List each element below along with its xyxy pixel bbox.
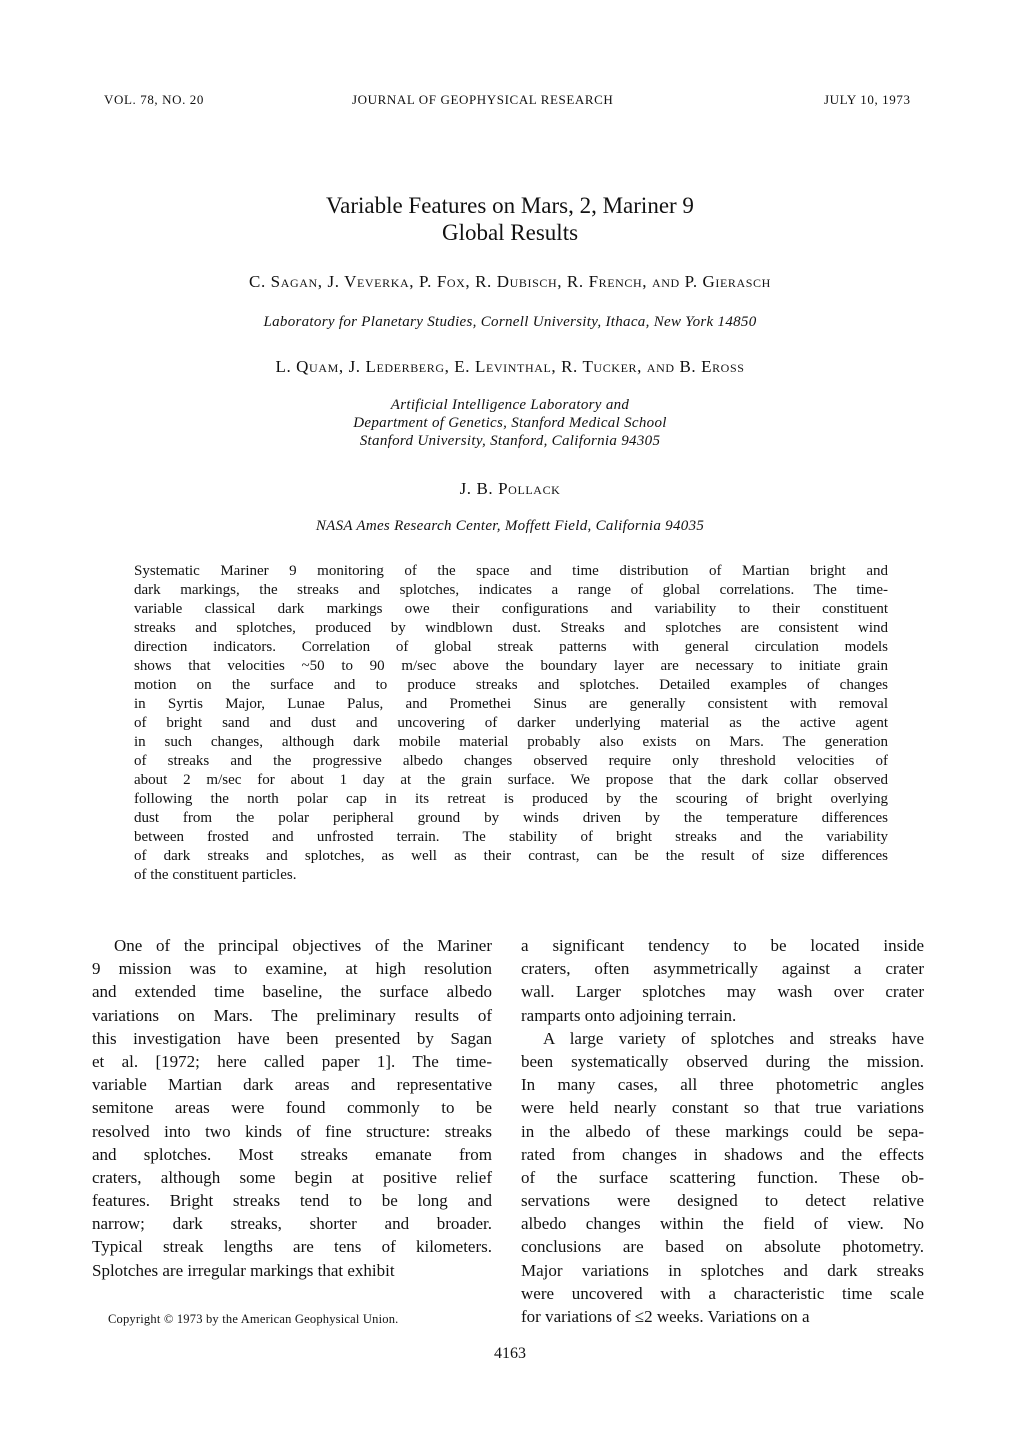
abstract-line: about 2 m/sec for about 1 day at the grain surface. We propose that the dark collar observed [134,772,888,788]
abstract-line: of streaks and the progressive albedo changes observed require only threshold velocities of [134,753,888,769]
body-line: craters, often asymmetrically against a crater [521,959,924,979]
body-line: One of the principal objectives of the Mariner [114,936,492,955]
body-line: Splotches are irregular markings that exhibit [92,1260,395,1280]
body-column-left [92,934,492,1282]
abstract-line: variable classical dark markings owe their configurations and variability to their constituent [134,601,888,617]
body-line: were held nearly constant so that true variations [521,1098,924,1118]
abstract-line: between frosted and unfrosted terrain. The stability of bright streaks and the variability [134,829,888,845]
body-line: resolved into two kinds of fine structure: streaks [92,1121,492,1141]
body-line: Typical streak lengths are tens of kilometers. [92,1237,492,1257]
body-line: features. Bright streaks tend to be long and [92,1191,492,1211]
body-line: and splotches. Most streaks emanate from [92,1144,492,1164]
affiliation-2-line-3: Stanford University, Stanford, California 94305 [359,433,661,449]
running-header [0,92,1020,112]
journal-name: JOURNAL OF GEOPHYSICAL RESEARCH [352,92,614,107]
body-line: semitone areas were found commonly to be [92,1098,492,1118]
abstract-line: streaks and splotches, produced by windblown dust. Streaks and splotches are consistent wind [134,620,888,636]
abstract-line: of dark streaks and splotches, as well as their contrast, can be the result of size differences [134,848,888,864]
affiliation-2-line-2: Department of Genetics, Stanford Medical School [353,415,667,431]
body-line: et al. [1972; here called paper 1]. The time- [92,1051,492,1071]
copyright-notice: Copyright © 1973 by the American Geophysical Union. [108,1312,399,1326]
author-list-1: C. Sagan, J. Veverka, P. Fox, R. Dubisch, R. French, and P. Gierasch [249,272,771,291]
abstract-line: in such changes, although dark mobile material probably also exists on Mars. The generation [134,734,888,750]
abstract [134,562,888,885]
body-line: variations on Mars. The preliminary results of [92,1005,492,1025]
abstract-line: dust from the polar peripheral ground by winds driven by the temperature differences [134,810,888,826]
title-line-1: Variable Features on Mars, 2, Mariner 9 [326,193,694,218]
body-line: conclusions are based on absolute photometry. [521,1237,924,1257]
body-line: narrow; dark streaks, shorter and broader. [92,1214,492,1234]
body-line: 9 mission was to examine, at high resolution [92,959,492,979]
abstract-line: in Syrtis Major, Lunae Palus, and Promethei Sinus are generally consistent with removal [134,696,888,712]
body-line: for variations of ≤2 weeks. Variations on a [521,1307,810,1326]
body-line: craters, although some begin at positive relief [92,1167,492,1187]
body-line: servations were designed to detect relative [521,1191,924,1211]
abstract-line: following the north polar cap in its retreat is produced by the scouring of bright overlying [134,791,888,807]
abstract-line: of bright sand and dust and uncovering of darker underlying material as the active agent [134,715,888,731]
abstract-line: shows that velocities ~50 to 90 m/sec above the boundary layer are necessary to initiate grain [134,658,888,674]
body-line: albedo changes within the field of view. No [521,1214,924,1234]
title-line-2: Global Results [441,220,579,245]
body-line: this investigation have been presented by Sagan [92,1028,492,1048]
affiliation-3-line-1: NASA Ames Research Center, Moffett Field, California 94035 [315,518,705,534]
abstract-line: direction indicators. Correlation of global streak patterns with general circulation models [134,639,888,655]
body-line: and extended time baseline, the surface albedo [92,982,492,1002]
body-line: rated from changes in shadows and the effects [521,1144,924,1164]
body-column-right [521,934,924,1328]
body-line: ramparts onto adjoining terrain. [521,1005,737,1025]
abstract-line: Systematic Mariner 9 monitoring of the space and time distribution of Martian bright and [134,563,888,579]
body-line: in the albedo of these markings could be sepa- [521,1121,924,1141]
body-line: A large variety of splotches and streaks have [543,1028,924,1048]
affiliation-2 [0,396,1020,450]
affiliation-2-line-1: Artificial Intelligence Laboratory and [390,397,630,413]
body-line: wall. Larger splotches may wash over crater [521,982,924,1002]
abstract-line: dark markings, the streaks and splotches, indicates a range of global correlations. The time- [134,582,888,598]
paper-title [0,192,1020,246]
body-line: variable Martian dark areas and representative [92,1075,492,1095]
body-line: were uncovered with a characteristic time scale [521,1283,924,1303]
body-line: Major variations in splotches and dark streaks [521,1260,924,1280]
body-line: a significant tendency to be located inside [521,936,924,955]
body-line: In many cases, all three photometric angles [521,1075,924,1095]
affiliation-1 [0,313,1020,331]
affiliation-3 [0,517,1020,535]
affiliation-1-line-1: Laboratory for Planetary Studies, Cornell University, Ithaca, New York 14850 [263,314,757,330]
abstract-line: motion on the surface and to produce streaks and splotches. Detailed examples of changes [134,677,888,693]
author-list-2: L. Quam, J. Lederberg, E. Levinthal, R. Tucker, and B. Eross [275,357,745,376]
abstract-line: of the constituent particles. [134,867,297,883]
body-line: of the surface scattering function. These ob- [521,1167,924,1187]
author-list-3: J. B. Pollack [459,479,561,498]
volume-number: VOL. 78, NO. 20 [104,92,204,107]
page-number: 4163 [494,1345,526,1362]
issue-date: JULY 10, 1973 [824,92,911,107]
body-line: been systematically observed during the mission. [521,1051,924,1071]
